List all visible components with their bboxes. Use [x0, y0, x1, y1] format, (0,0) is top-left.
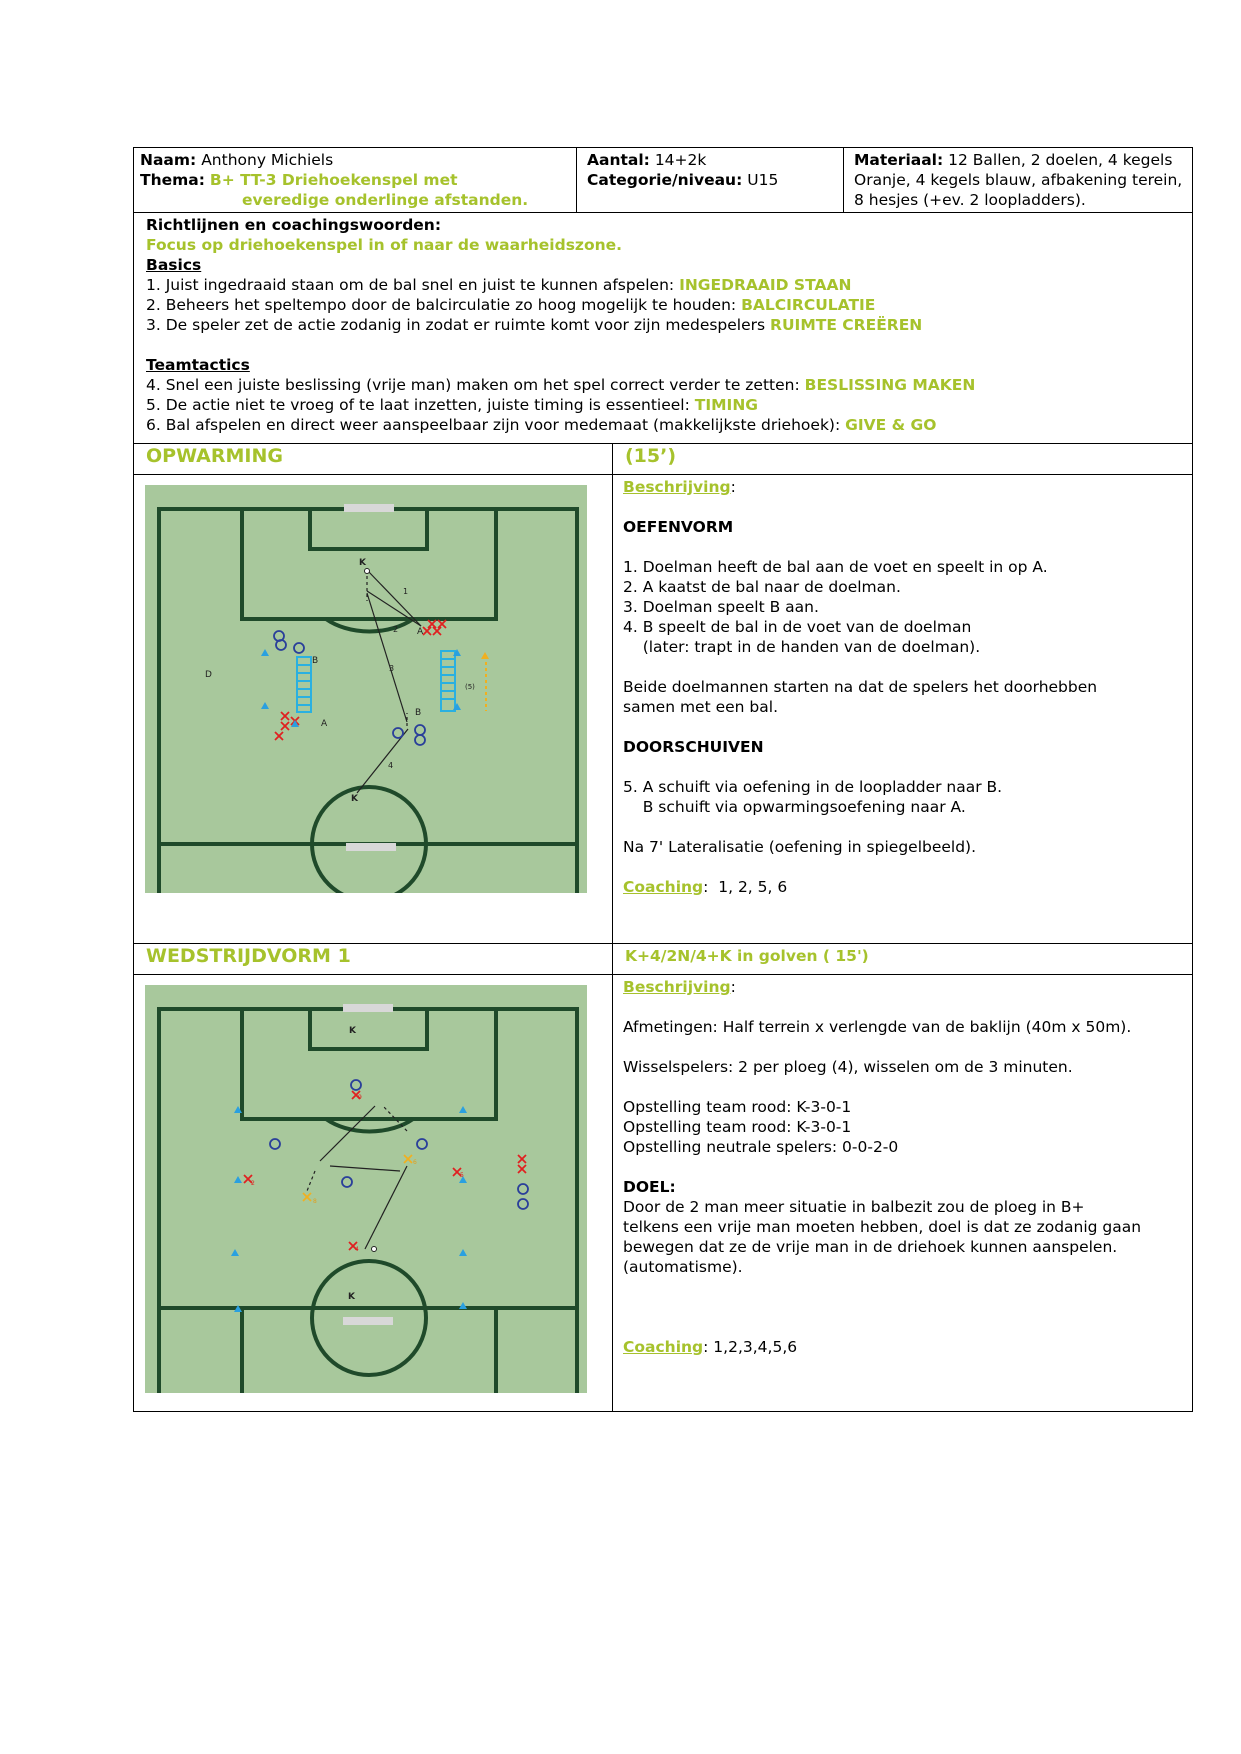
- note-line-1: Beide doelmannen starten na dat de spelers het doorhebben: [623, 678, 1098, 696]
- doorschuiven-line-1: 5. A schuift via oefening in de loopladder naar B.: [623, 778, 1003, 796]
- lateralisatie: Na 7' Lateralisatie (oefening in spiegelbeeld).: [623, 838, 977, 856]
- materiaal-label: Materiaal:: [854, 151, 944, 169]
- opwarming-field-diagram: [145, 481, 587, 893]
- categorie-label: Categorie/niveau:: [587, 171, 743, 189]
- tactics-item-6-keyword: GIVE & GO: [845, 416, 937, 434]
- teamtactics-title: Teamtactics: [146, 356, 250, 374]
- guidelines-title: Richtlijnen en coachingswoorden:: [146, 216, 442, 234]
- ball-icon: [365, 569, 370, 574]
- label-d: D: [205, 670, 212, 680]
- opwarming-coaching-label: Coaching: [623, 878, 704, 896]
- tactics-item-5: [146, 395, 1180, 415]
- basics-title: Basics: [146, 256, 202, 274]
- naam-thema-cell: [134, 148, 577, 213]
- header-row: [134, 148, 1193, 213]
- label-b-left: B: [312, 656, 319, 666]
- label-3: 3: [389, 664, 395, 673]
- materiaal-line-2: Oranje, 4 kegels blauw, afbakening terein,: [854, 171, 1183, 189]
- label-1: 1: [403, 587, 409, 596]
- step-3: 3. Doelman speelt B aan.: [623, 598, 819, 616]
- wedstrijdvorm-title-row: [134, 944, 1193, 975]
- doel-line-4: (automatisme).: [623, 1258, 743, 1276]
- wedstrijdvorm-content-row: [134, 975, 1193, 1412]
- label-4: 4: [355, 1246, 359, 1253]
- wedstrijdvorm-diagram-cell: [134, 975, 613, 1412]
- note-line-2: samen met een bal.: [623, 698, 778, 716]
- tactics-item-6-text: 6. Bal afspelen en direct weer aanspeelbaar zijn voor medemaat (makkelijkste driehoek):: [146, 416, 846, 434]
- doorschuiven-line-2: B schuift via opwarmingsoefening naar A.: [623, 798, 966, 816]
- opwarming-title-row: [134, 444, 1193, 475]
- naam-label: Naam:: [140, 151, 197, 169]
- basics-item-3: [146, 315, 1180, 335]
- materiaal-line-3: 8 hesjes (+ev. 2 loopladders).: [854, 191, 1086, 209]
- goal-bottom: [343, 1317, 393, 1325]
- wedstrijdvorm-description-cell: [613, 975, 1193, 1412]
- label-6: 6: [413, 1159, 417, 1166]
- opwarming-duration: (15’): [613, 444, 1193, 475]
- opwarming-beschrijving-label: Beschrijving: [623, 478, 731, 496]
- tactics-item-6: [146, 415, 1180, 435]
- basics-item-1-text: 1. Juist ingedraaid staan om de bal snel en juist te kunnen afspelen:: [146, 276, 680, 294]
- wedstrijdvorm-beschrijving-colon: :: [730, 978, 736, 996]
- wedstrijdvorm-title: WEDSTRIJDVORM 1: [134, 944, 613, 975]
- opwarming-diagram-cell: [134, 475, 613, 944]
- thema-label: Thema:: [140, 171, 205, 189]
- basics-item-3-keyword: RUIMTE CREËREN: [770, 316, 923, 334]
- tactics-item-5-text: 5. De actie niet te vroeg of te laat inzetten, juiste timing is essentieel:: [146, 396, 695, 414]
- goal-top: [343, 1004, 393, 1012]
- basics-item-2: [146, 295, 1180, 315]
- label-b-right: B: [415, 708, 422, 718]
- label-a-left: A: [321, 719, 328, 729]
- wedstrijdvorm-beschrijving-label: Beschrijving: [623, 978, 731, 996]
- doorschuiven-title: DOORSCHUIVEN: [623, 738, 764, 756]
- goal-top: [344, 504, 394, 512]
- label-a-right: A: [417, 627, 424, 637]
- opstelling-1: Opstelling team rood: K-3-0-1: [623, 1098, 852, 1116]
- step-4: 4. B speelt de bal in de voet van de doelman: [623, 618, 972, 636]
- step-1: 1. Doelman heeft de bal aan de voet en speelt in op A.: [623, 558, 1048, 576]
- doel-line-2: telkens een vrije man moeten hebben, doel is dat ze zodanig gaan: [623, 1218, 1142, 1236]
- guidelines-row: [134, 213, 1193, 444]
- opwarming-beschrijving-colon: :: [730, 478, 736, 496]
- label-k-top: K: [359, 558, 366, 568]
- wedstrijdvorm-subtitle: K+4/2N/4+K in golven ( 15'): [613, 944, 1193, 975]
- afmetingen: Afmetingen: Half terrein x verlengde van de baklijn (40m x 50m).: [623, 1018, 1132, 1036]
- opstelling-3: Opstelling neutrale spelers: 0-0-2-0: [623, 1138, 899, 1156]
- label-5: 5: [460, 1172, 464, 1179]
- opwarming-content-row: [134, 475, 1193, 944]
- aantal-value: 14+2k: [654, 151, 707, 169]
- basics-item-2-keyword: BALCIRCULATIE: [741, 296, 876, 314]
- tactics-item-4-text: 4. Snel een juiste beslissing (vrije man) maken om het spel correct verder te zetten:: [146, 376, 805, 394]
- opstelling-2: Opstelling team rood: K-3-0-1: [623, 1118, 852, 1136]
- categorie-value: U15: [747, 171, 779, 189]
- doel-title: DOEL:: [623, 1178, 676, 1196]
- training-sheet: [133, 147, 1193, 1412]
- label-k-bottom: K: [348, 1292, 355, 1302]
- aantal-cell: [577, 148, 844, 213]
- thema-line-2: everedige onderlinge afstanden.: [242, 191, 529, 209]
- label-4: 4: [388, 761, 394, 770]
- label-five: (5): [465, 683, 475, 691]
- opwarming-description-cell: [613, 475, 1193, 944]
- wedstrijdvorm-coaching-label: Coaching: [623, 1338, 704, 1356]
- aantal-label: Aantal:: [587, 151, 650, 169]
- step-4b: (later: trapt in de handen van de doelman).: [623, 638, 981, 656]
- label-8: 8: [313, 1198, 317, 1205]
- label-9: 9: [358, 1094, 362, 1101]
- label-k-bottom: K: [351, 794, 358, 804]
- basics-item-1-keyword: INGEDRAAID STAAN: [679, 276, 852, 294]
- ball-icon: [372, 1247, 377, 1252]
- label-2: 2: [393, 625, 399, 634]
- doel-line-3: bewegen dat ze de vrije man in de driehoek kunnen aanspelen.: [623, 1238, 1118, 1256]
- oefenvorm-title: OEFENVORM: [623, 518, 734, 536]
- doel-line-1: Door de 2 man meer situatie in balbezit zou de ploeg in B+: [623, 1198, 1085, 1216]
- guidelines-cell: [134, 213, 1193, 444]
- thema-line-1: B+ TT-3 Driehoekenspel met: [209, 171, 458, 189]
- tactics-item-4: [146, 375, 1180, 395]
- basics-item-2-text: 2. Beheers het speltempo door de balcirculatie zo hoog mogelijk te houden:: [146, 296, 742, 314]
- naam-value: Anthony Michiels: [201, 151, 334, 169]
- materiaal-line-1: 12 Ballen, 2 doelen, 4 kegels: [948, 151, 1173, 169]
- wedstrijdvorm-field-diagram: [145, 981, 587, 1393]
- tactics-item-5-keyword: TIMING: [694, 396, 759, 414]
- label-2: 2: [251, 1180, 255, 1187]
- materiaal-cell: [844, 148, 1193, 213]
- step-2: 2. A kaatst de bal naar de doelman.: [623, 578, 901, 596]
- wedstrijdvorm-coaching-value: : 1,2,3,4,5,6: [703, 1338, 798, 1356]
- grass: [145, 485, 587, 893]
- opwarming-title: OPWARMING: [134, 444, 613, 475]
- tactics-item-4-keyword: BESLISSING MAKEN: [804, 376, 976, 394]
- goal-bottom: [346, 843, 396, 851]
- opwarming-coaching-value: : 1, 2, 5, 6: [703, 878, 788, 896]
- focus-text: Focus op driehoekenspel in of naar de waarheidszone.: [146, 236, 623, 254]
- basics-item-1: [146, 275, 1180, 295]
- wisselspelers: Wisselspelers: 2 per ploeg (4), wisselen om de 3 minuten.: [623, 1058, 1073, 1076]
- label-k-top: K: [349, 1026, 356, 1036]
- basics-item-3-text: 3. De speler zet de actie zodanig in zodat er ruimte komt voor zijn medespelers: [146, 316, 771, 334]
- grass: [145, 985, 587, 1393]
